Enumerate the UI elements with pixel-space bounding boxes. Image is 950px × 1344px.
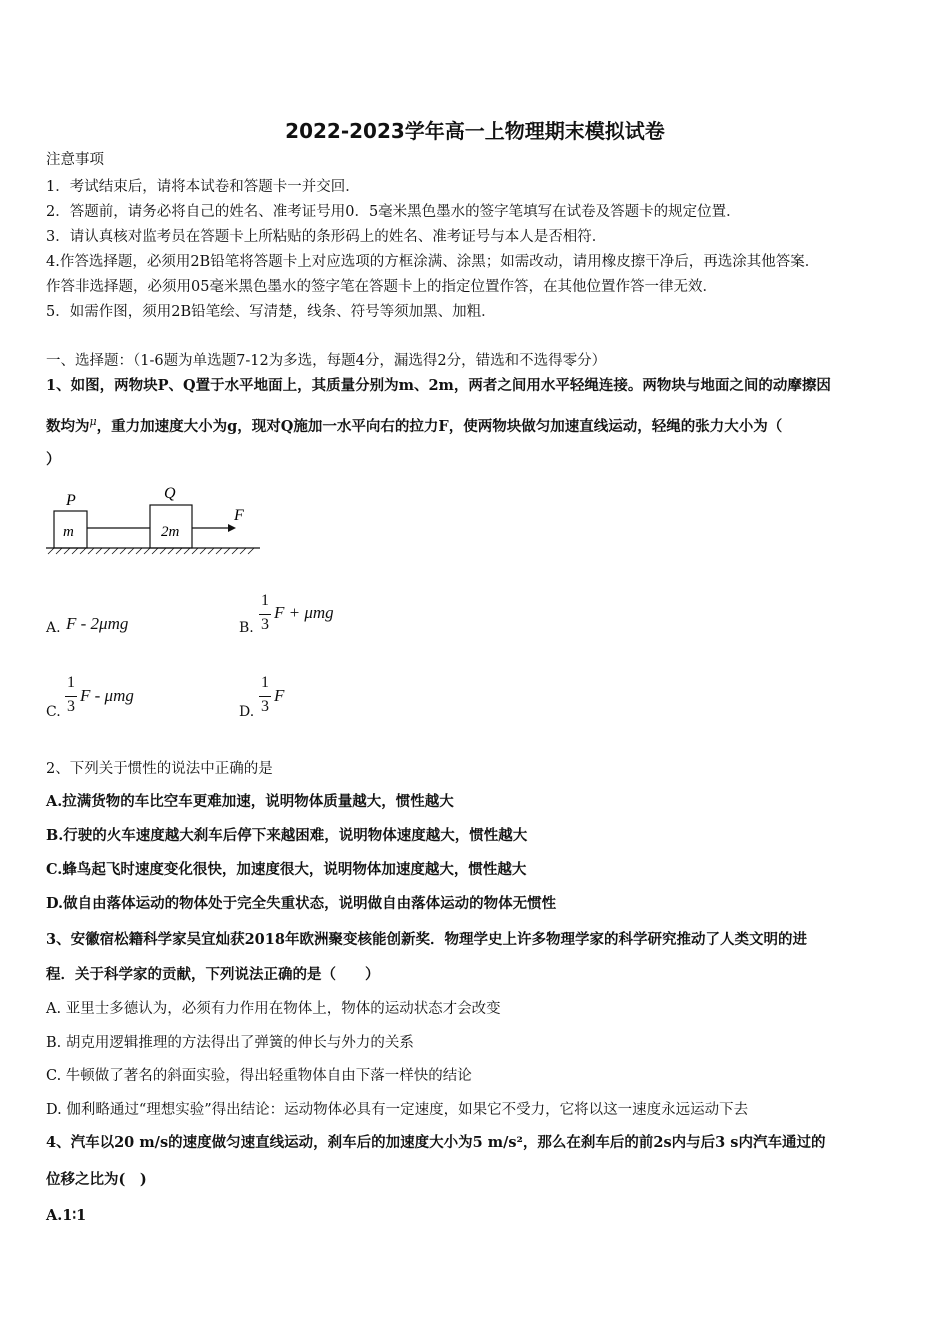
fraction-bar: [259, 614, 271, 615]
notice-item: 2．答题前，请务必将自己的姓名、准考证号用0．5毫米黑色墨水的签字笔填写在试卷及答题卡的规定位置．: [46, 204, 741, 220]
notice-item: 3．请认真核对监考员在答题卡上所粘贴的条形码上的姓名、准考证号与本人是否相符．: [46, 229, 607, 245]
ground-hatch: [48, 548, 254, 554]
q2-option-a: [46, 792, 454, 812]
notice-heading: 注意事项: [46, 152, 104, 168]
q3-stem-line2: 程．关于科学家的贡献，下列说法正确的是（ ）: [46, 966, 380, 983]
notice-item: 4.作答选择题，必须用2B铅笔将答题卡上对应选项的方框涂满、涂黑；如需改动，请用橡皮擦干净后，再选涂其他答案．: [46, 254, 820, 270]
q1-stem-line1: 1、如图，两物块P、Q置于水平地面上，其质量分别为m、2m，两者之间用水平轻绳连接。两物块与地面之间的动摩擦因: [46, 377, 831, 394]
q1-option-a-expr: F - 2μmg: [66, 614, 129, 633]
q3-option-d: D. 伽利略通过“理想实验”得出结论：运动物体必具有一定速度，如果它不受力，它将以这一速度永远运动下去: [46, 1102, 749, 1118]
fraction-bar: [65, 696, 77, 697]
q2-option-d-text: D.做自由落体运动的物体处于完全失重状态，说明做自由落体运动的物体无惯性: [46, 895, 557, 912]
notice-item: 作答非选择题，必须用05毫米黑色墨水的签字笔在答题卡上的指定位置作答，在其他位置作答一律无效．: [46, 279, 717, 295]
q2-option-b: [46, 826, 527, 846]
q2-option-c-text: C.蜂鸟起飞时速度变化很快，加速度很大，说明物体加速度越大，惯性越大: [46, 861, 527, 878]
q1-option-c-den: 3: [67, 698, 75, 715]
q2-option-d: [46, 894, 556, 914]
q1-option-d-den: 3: [261, 698, 269, 715]
q3-option-b: B. 胡克用逻辑推理的方法得出了弹簧的伸长与外力的关系: [46, 1035, 414, 1051]
q3-option-c: C. 牛顿做了著名的斜面实验，得出轻重物体自由下落一样快的结论: [46, 1068, 472, 1084]
q1-stem-line2: [46, 412, 782, 437]
arrow-head-icon: [228, 524, 236, 532]
q1-option-a-label: A.: [46, 620, 61, 636]
q2-option-c: [46, 860, 526, 880]
q1-option-b-den: 3: [261, 616, 269, 633]
q1-stem-line3: ）: [46, 451, 61, 468]
q2-stem: 2、下列关于惯性的说法中正确的是: [46, 761, 273, 777]
blocks-figure: [40, 478, 280, 568]
q4-stem-line1: 4、汽车以20 m/s的速度做匀速直线运动，刹车后的加速度大小为5 m/s²，那么在刹车后的前2s内与后3 s内汽车通过的: [46, 1134, 826, 1151]
q1-option-b-num: 1: [261, 592, 269, 609]
page-title: 2022-2023学年高一上物理期末模拟试卷: [285, 119, 665, 143]
q1-option-d-expr: F: [274, 686, 285, 705]
label-q: Q: [164, 485, 176, 502]
section-heading: 一、选择题：（1-6题为单选题7-12为多选，每题4分，漏选得2分，错选和不选得零分）: [46, 353, 607, 369]
q2-option-b-text: B.行驶的火车速度越大刹车后停下来越困难，说明物体速度越大，惯性越大: [46, 827, 528, 844]
label-force: F: [234, 507, 244, 524]
q1-option-c-num: 1: [67, 674, 75, 691]
q4-stem-line2: 位移之比为( ): [46, 1171, 147, 1188]
q1-option-d-label: D.: [239, 704, 255, 720]
q1-option-c-label: C.: [46, 704, 61, 720]
q1-option-c-expr: F - μmg: [80, 686, 134, 705]
notice-item: 1．考试结束后，请将本试卷和答题卡一并交回．: [46, 179, 360, 195]
q1-option-d-num: 1: [261, 674, 269, 691]
q1-stem-part: 数均为: [46, 417, 90, 435]
q3-option-a: A. 亚里士多德认为，必须有力作用在物体上，物体的运动状态才会改变: [46, 1001, 501, 1017]
label-mass-p: m: [63, 524, 74, 540]
q1-option-b-label: B.: [239, 620, 254, 636]
label-p: P: [66, 492, 76, 509]
q1-option-b-expr: F + μmg: [274, 603, 334, 622]
q1-stem-part: ，重力加速度大小为g，现对Q施加一水平向右的拉力F，使两物块做匀加速直线运动，轻绳的张力大小为（: [96, 417, 783, 435]
q2-option-a-text: A.拉满货物的车比空车更难加速，说明物体质量越大，惯性越大: [46, 793, 454, 810]
label-mass-q: 2m: [161, 524, 180, 540]
mu-symbol: μ: [89, 415, 97, 428]
fraction-bar: [259, 696, 271, 697]
q3-stem-line1: 3、安徽宿松籍科学家吴宜灿获2018年欧洲聚变核能创新奖．物理学史上许多物理学家的科学研究推动了人类文明的进: [46, 931, 807, 948]
notice-item: 5．如需作图，须用2B铅笔绘、写清楚，线条、符号等须加黑、加粗．: [46, 304, 496, 320]
q4-option-a: A.1∶1: [46, 1207, 87, 1224]
